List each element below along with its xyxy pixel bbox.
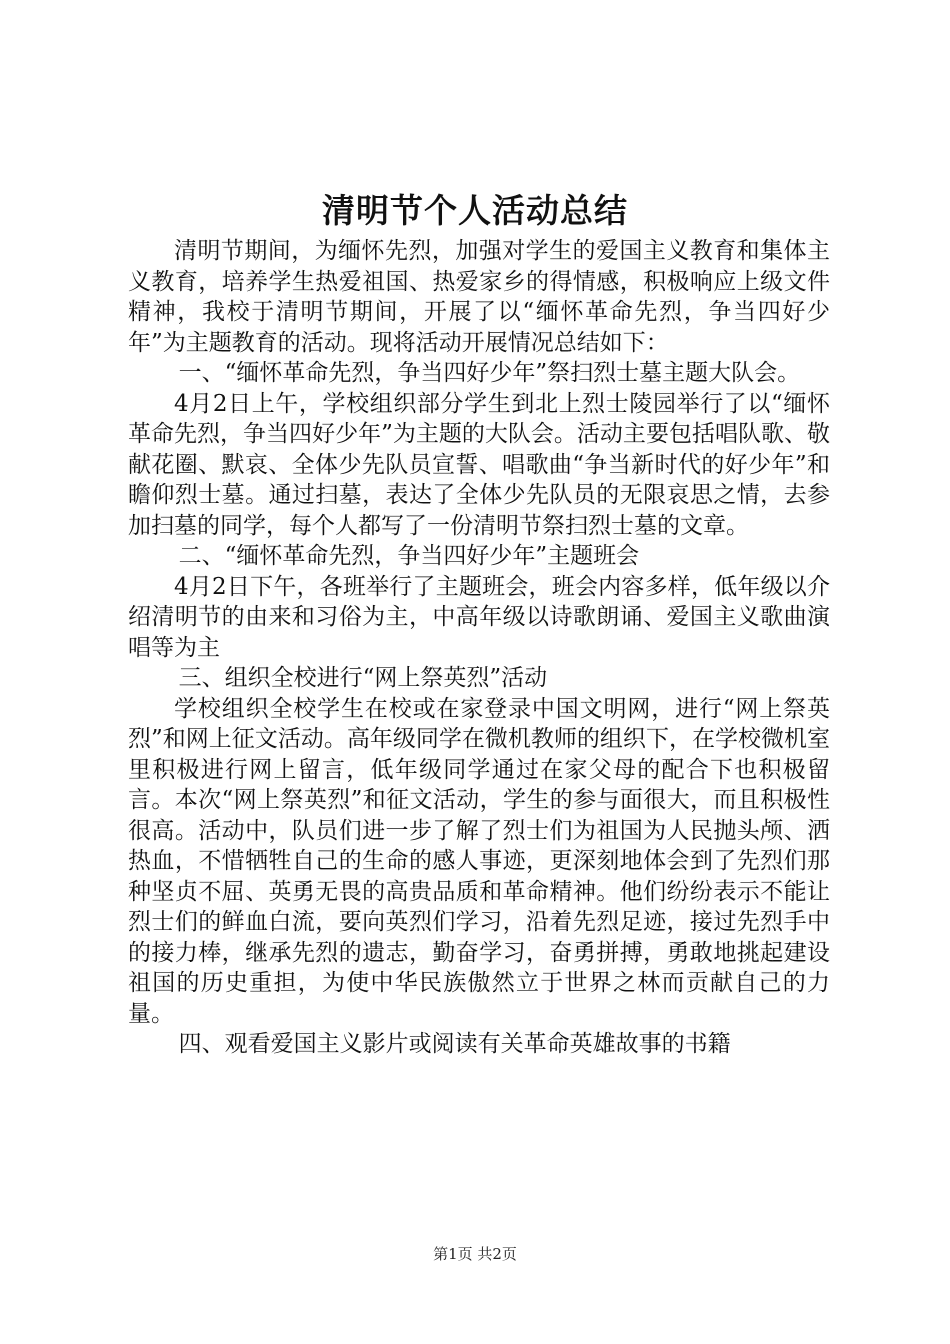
section-heading-1: 一、“缅怀革命先烈，争当四好少年”祭扫烈士墓主题大队会。 [178,360,801,386]
section-heading-3: 三、组织全校进行“网上祭英烈”活动 [178,665,548,691]
document-title: 清明节个人活动总结 [322,191,628,230]
document-body [128,236,830,1060]
paragraph-section-3: 学校组织全校学生在校或在家登录中国文明网，进行“网上祭英烈”和网上征文活动。高年级同学在微机教师的组织下，在学校微机室里积极进行网上留言，低年级同学通过在家父母的配合下也积极留言。本次“网上祭英烈”和征文活动，学生的参与面很大，而且积极性很高。活动中，队员们进一步了解了烈士们为祖国为人民抛头颅、洒热血，不惜牺牲自己的生命的感人事迹，更深刻地体会到了先烈们那种坚贞不屈、英勇无畏的高贵品质和革命精神。他们纷纷表示不能让烈士们的鲜血白流，要向英烈们学习，沿着先烈足迹，接过先烈手中的接力棒，继承先烈的遗志，勤奋学习，奋勇拼搏，勇敢地挑起建设祖国的历史重担，为使中华民族傲然立于世界之林而贡献自己的力量。 [128,695,830,1027]
paragraph-intro: 清明节期间，为缅怀先烈，加强对学生的爱国主义教育和集体主义教育，培养学生热爱祖国、热爱家乡的得情感，积极响应上级文件精神，我校于清明节期间，开展了以“缅怀革命先烈，争当四好少年”为主题教育的活动。现将活动开展情况总结如下： [128,238,830,356]
section-heading-2: 二、“缅怀革命先烈，争当四好少年”主题班会 [178,543,640,569]
paragraph-section-2: 4月2日下午，各班举行了主题班会，班会内容多样，低年级以介绍清明节的由来和习俗为主，中高年级以诗歌朗诵、爱国主义歌曲演唱等为主 [128,573,830,661]
page-number-footer: 第1页 共2页 [433,1245,517,1263]
section-heading-4: 四、观看爱国主义影片或阅读有关革命英雄故事的书籍 [178,1031,731,1057]
paragraph-section-1: 4月2日上午，学校组织部分学生到北上烈士陵园举行了以“缅怀革命先烈，争当四好少年”为主题的大队会。活动主要包括唱队歌、敬献花圈、默哀、全体少先队员宣誓、唱歌曲“争当新时代的好少年”和瞻仰烈士墓。通过扫墓，表达了全体少先队员的无限哀思之情，去参加扫墓的同学，每个人都写了一份清明节祭扫烈士墓的文章。 [128,390,830,539]
